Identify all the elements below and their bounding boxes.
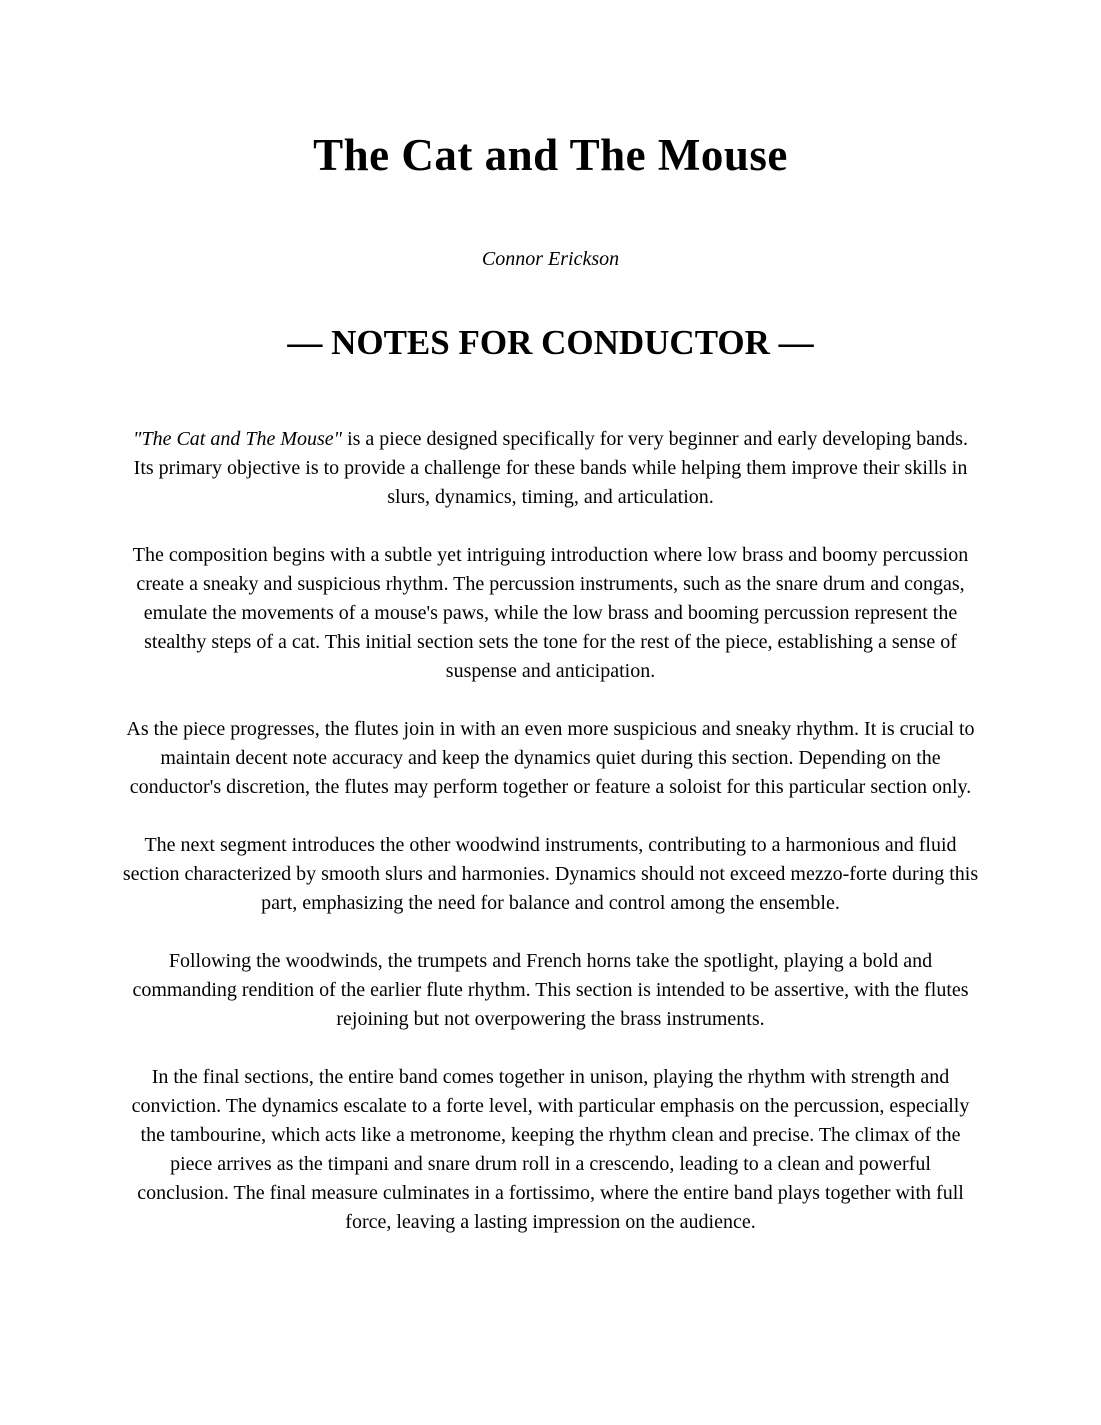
paragraph: As the piece progresses, the flutes join in with an even more suspicious and sneaky rhythm. It is crucial to maintain decent note accuracy and keep the dynamics quiet during this section. Depending on the conductor's discretion, the flutes may perform together or feature a soloist for this particular section only. [126,718,975,798]
author-byline: Connor Erickson [481,247,620,270]
paragraph: Following the woodwinds, the trumpets and French horns take the spotlight, playing a bold and commanding rendition of the earlier flute rhythm. This section is intended to be assertive, with the flutes rejoining but not overpowering the brass instruments. [132,950,969,1030]
section-heading: — NOTES FOR CONDUCTOR — [287,322,814,362]
italic-piece-title: "The Cat and The Mouse" [133,428,343,450]
document-body [123,425,979,1237]
paragraph: The next segment introduces the other woodwind instruments, contributing to a harmonious and fluid section characterized by smooth slurs and harmonies. Dynamics should not exceed mezzo-forte during this part, emphasizing the need for balance and control among the ensemble. [122,834,979,914]
paragraph: In the final sections, the entire band comes together in unison, playing the rhythm with strength and conviction. The dynamics escalate to a forte level, with particular emphasis on the percussion, especially the tambourine, which acts like a metronome, keeping the rhythm clean and precise. The climax of the piece arrives as the timpani and snare drum roll in a crescendo, leading to a clean and powerful conclusion. The final measure culminates in a fortissimo, where the entire band plays together with full force, leaving a lasting impression on the audience. [131,1066,970,1233]
document-title: The Cat and The Mouse [313,130,788,180]
paragraph: "The Cat and The Mouse" is a piece designed specifically for very beginner and early developing bands. Its primary objective is to provide a challenge for these bands while helping them improve their skills in slurs, dynamics, timing, and articulation. [133,428,968,508]
paragraph: The composition begins with a subtle yet intriguing introduction where low brass and boomy percussion create a sneaky and suspicious rhythm. The percussion instruments, such as the snare drum and congas, emulate the movements of a mouse's paws, while the low brass and booming percussion represent the stealthy steps of a cat. This initial section sets the tone for the rest of the piece, establishing a sense of suspense and anticipation. [132,544,969,682]
